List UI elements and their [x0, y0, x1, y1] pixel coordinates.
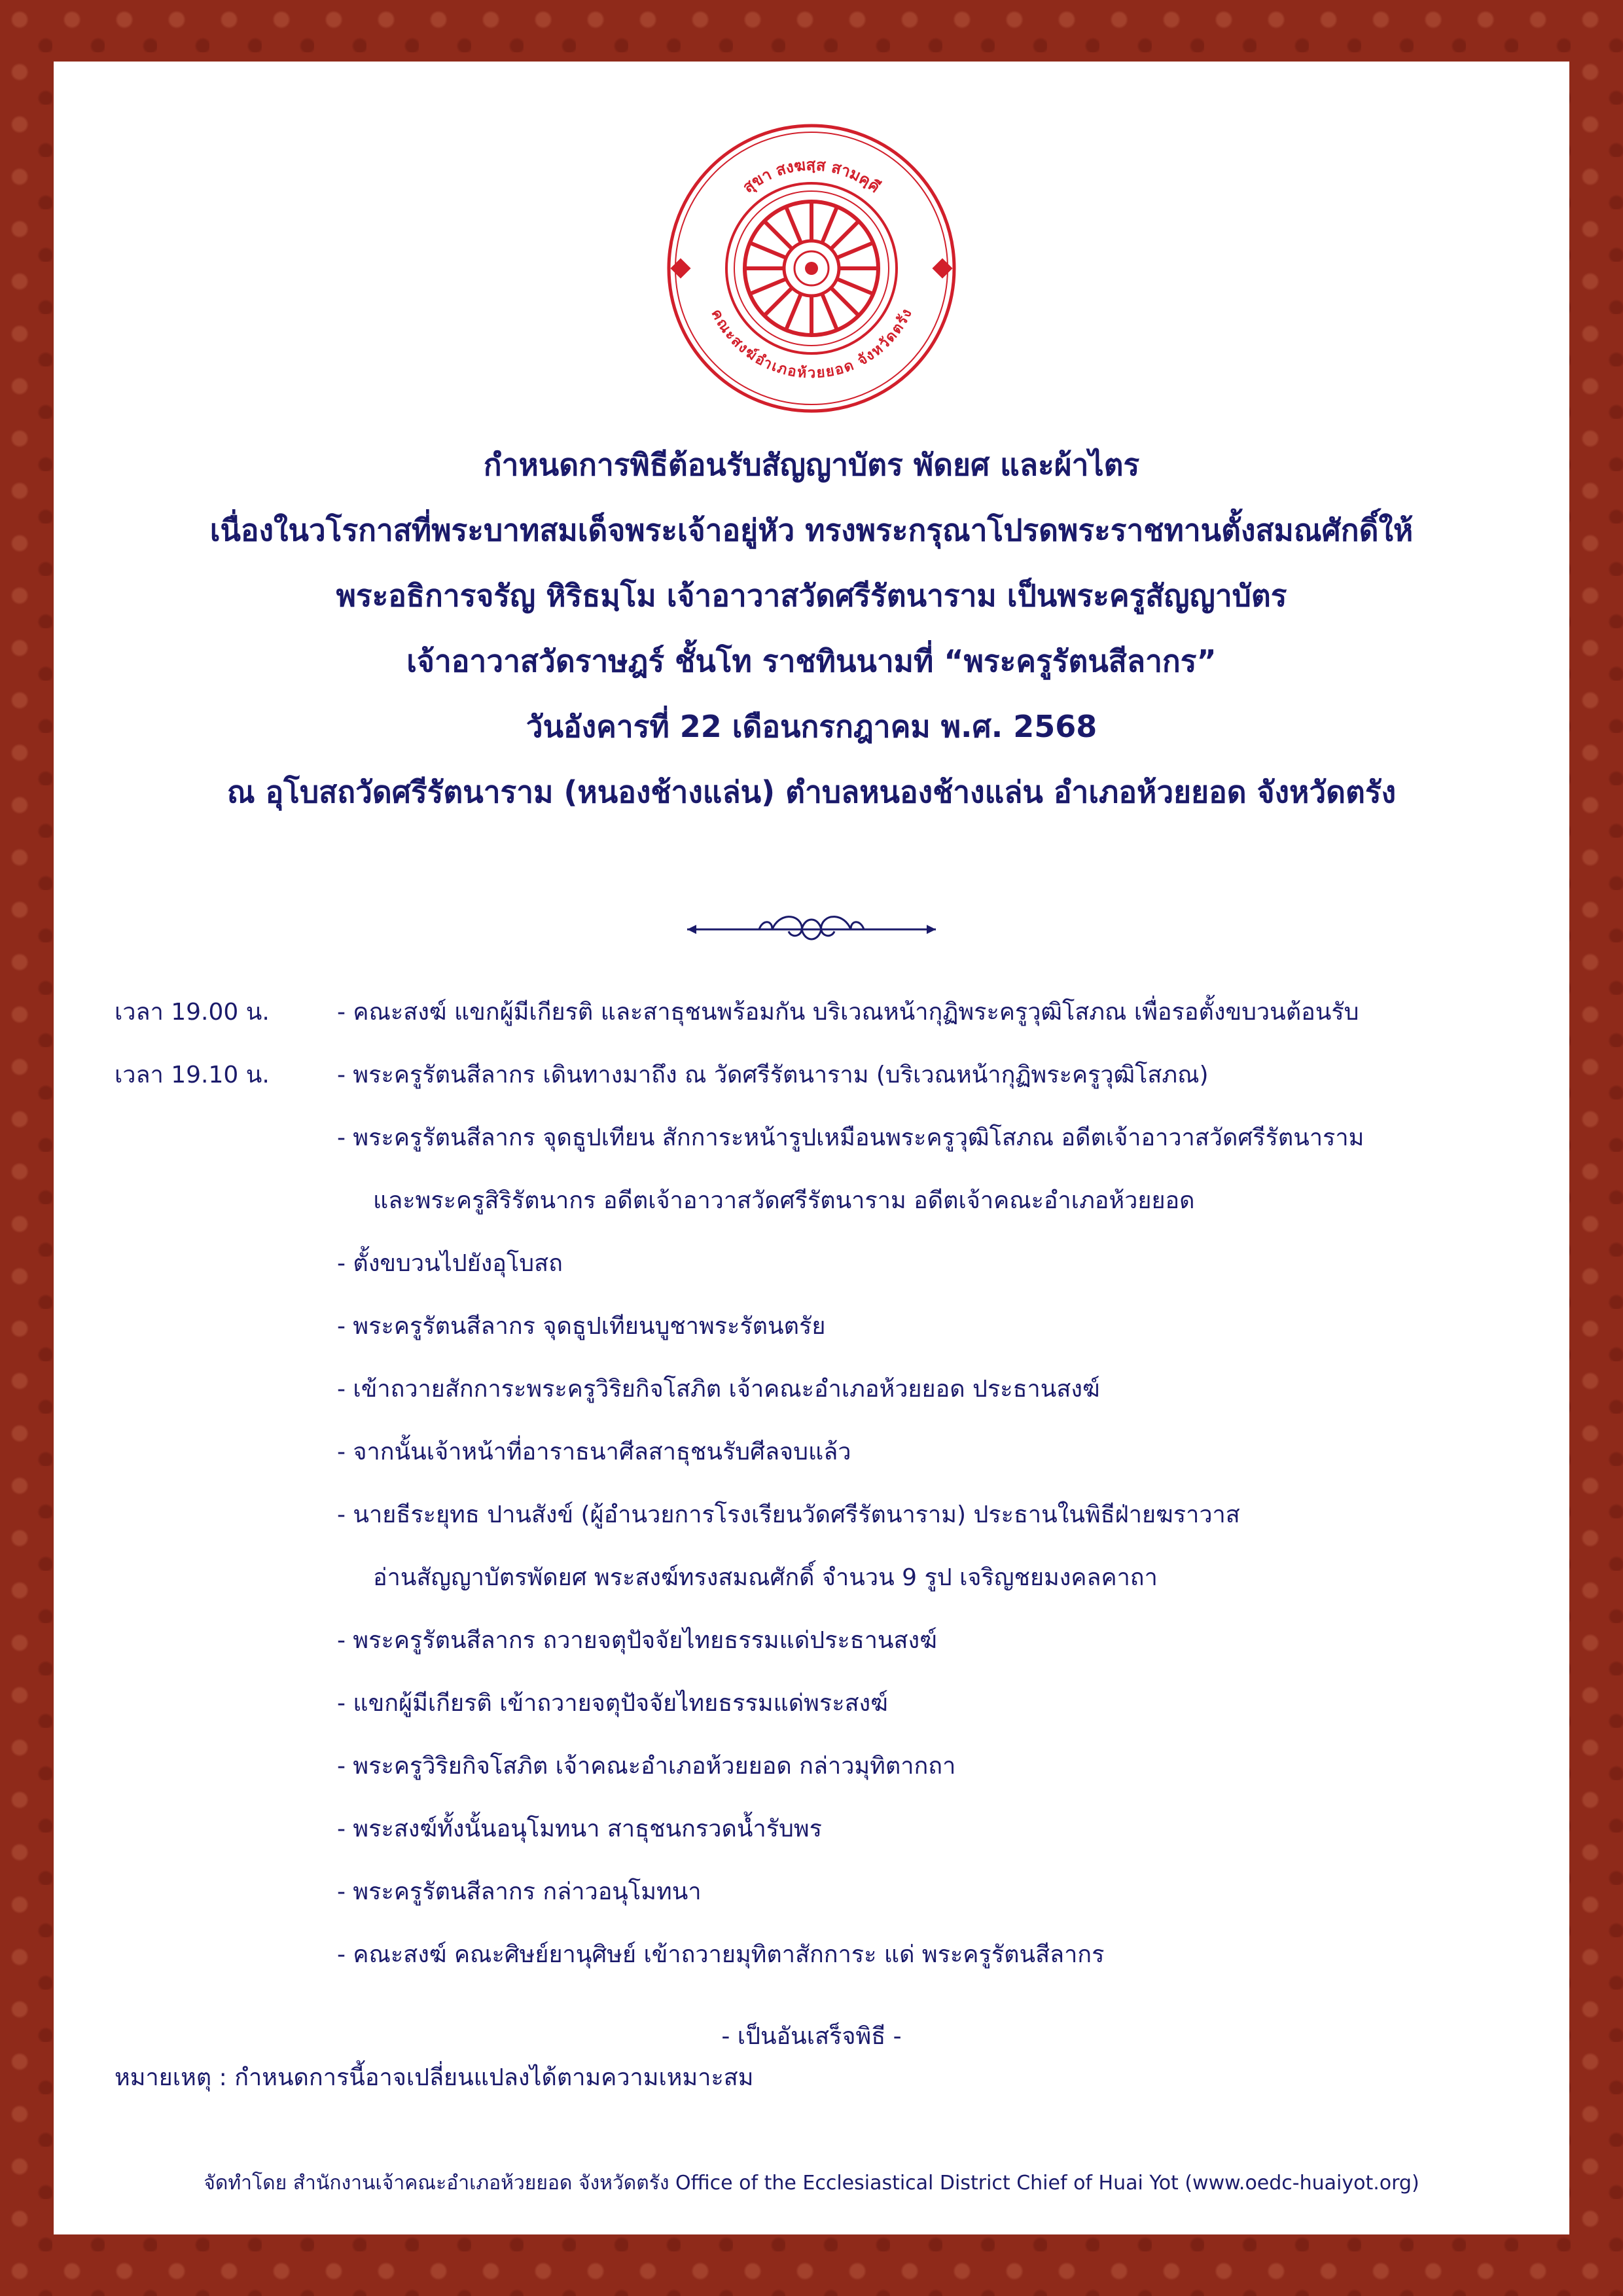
schedule-row	[115, 1494, 1528, 1557]
schedule-row	[115, 1054, 1528, 1117]
dharma-wheel-icon	[664, 121, 959, 416]
schedule-item: - พระครูวิริยกิจโสภิต เจ้าคณะอำเภอห้วยยอด กล่าวมุทิตากถา	[337, 1753, 956, 1780]
schedule-item: - นายธีระยุทธ ปานสังข์ (ผู้อำนวยการโรงเรียนวัดศรีรัตนาราม) ประธานในพิธีฝ่ายฆราวาส	[337, 1501, 1240, 1528]
schedule-item: - แขกผู้มีเกียรติ เข้าถวายจตุปัจจัยไทยธรรมแด่พระสงฆ์	[337, 1690, 888, 1717]
heading-date: วันอังคารที่ 22 เดือนกรกฎาคม พ.ศ. 2568	[526, 709, 1097, 744]
remark-note: หมายเหตุ : กำหนดการนี้อาจเปลี่ยนแปลงได้ตามความเหมาะสม	[115, 2064, 754, 2091]
logo-bottom-text: คณะสงฆ์อำเภอห้วยยอด จังหวัดตรัง	[707, 306, 916, 382]
heading-occasion: เนื่องในวโรกาสที่พระบาทสมเด็จพระเจ้าอยู่หัว ทรงพระกรุณาโปรดพระราชทานตั้งสมณศักดิ์ให้	[209, 512, 1414, 548]
schedule-row	[115, 992, 1528, 1054]
schedule-item: - คณะสงฆ์ แขกผู้มีเกียรติ และสาธุชนพร้อมกัน บริเวณหน้ากุฏิพระครูวุฒิโสภณ เพื่อรอตั้งขบวนต้อนรับ	[337, 999, 1359, 1026]
closing-line: - เป็นอันเสร็จพิธี -	[721, 2023, 902, 2050]
schedule-time: เวลา 19.10 น.	[115, 1062, 270, 1088]
schedule-row	[115, 1746, 1528, 1808]
schedule-row	[115, 1306, 1528, 1369]
schedule-item: - พระครูรัตนสีลากร จุดธูปเทียนบูชาพระรัตนตรัย	[337, 1313, 826, 1340]
schedule-row	[115, 1369, 1528, 1431]
schedule-item: - คณะสงฆ์ คณะศิษย์ยานุศิษย์ เข้าถวายมุทิตาสักการะ แด่ พระครูรัตนสีลากร	[337, 1941, 1105, 1968]
schedule-row	[115, 1934, 1528, 1997]
schedule-row	[115, 1243, 1528, 1306]
schedule-item: - เข้าถวายสักการะพระครูวิริยกิจโสภิต เจ้าคณะอำเภอห้วยยอด ประธานสงฆ์	[337, 1376, 1100, 1403]
schedule-item: - พระครูรัตนสีลากร ถวายจตุปัจจัยไทยธรรมแด่ประธานสงฆ์	[337, 1627, 937, 1654]
schedule-item: - ตั้งขบวนไปยังอุโบสถ	[337, 1250, 563, 1277]
schedule-list	[115, 992, 1528, 1997]
schedule-item-continued: อ่านสัญญาบัตรพัดยศ พระสงฆ์ทรงสมณศักดิ์ จำนวน 9 รูป เจริญชยมงคลคาถา	[373, 1564, 1158, 1591]
schedule-item: - พระครูรัตนสีลากร จุดธูปเทียน สักการะหน้ารูปเหมือนพระครูวุฒิโสภณ อดีตเจ้าอาวาสวัดศรีรัตนาราม	[337, 1124, 1364, 1151]
flourish-icon	[687, 906, 936, 952]
schedule-row	[115, 1180, 1528, 1243]
heading-location: ณ อุโบสถวัดศรีรัตนาราม (หนองช้างแล่น) ตำบลหนองช้างแล่น อำเภอห้วยยอด จังหวัดตรัง	[226, 774, 1397, 810]
logo-top-text: สุขา สงฆสฺส สามคฺคี	[739, 155, 884, 197]
schedule-row	[115, 1683, 1528, 1746]
footer-credit: จัดทำโดย สำนักงานเจ้าคณะอำเภอห้วยยอด จังหวัดตรัง Office of the Ecclesiastical District Chief of Huai Yot (www.oedc-huaiyot.org)	[204, 2172, 1419, 2195]
heading-title-name: เจ้าอาวาสวัดราษฎร์ ชั้นโท ราชทินนามที่ “พระครูรัตนสีลากร”	[406, 643, 1217, 679]
document-heading	[54, 432, 1569, 825]
schedule-time: เวลา 19.00 น.	[115, 999, 270, 1026]
heading-honoree: พระอธิการจรัญ หิริธมฺโม เจ้าอาวาสวัดศรีรัตนาราม เป็นพระครูสัญญาบัตร	[336, 578, 1287, 613]
schedule-item-continued: และพระครูสิริรัตนากร อดีตเจ้าอาวาสวัดศรีรัตนาราม อดีตเจ้าคณะอำเภอห้วยยอด	[373, 1187, 1195, 1214]
schedule-row	[115, 1431, 1528, 1494]
schedule-item: - พระครูรัตนสีลากร กล่าวอนุโมทนา	[337, 1878, 702, 1905]
schedule-row	[115, 1557, 1528, 1620]
schedule-item: - พระสงฆ์ทั้งนั้นอนุโมทนา สาธุชนกรวดน้ำรับพร	[337, 1816, 822, 1842]
schedule-item: - จากนั้นเจ้าหน้าที่อาราธนาศีลสาธุชนรับศีลจบแล้ว	[337, 1439, 851, 1465]
ornamental-divider	[687, 906, 936, 952]
schedule-row	[115, 1620, 1528, 1683]
schedule-row	[115, 1871, 1528, 1934]
schedule-row	[115, 1117, 1528, 1180]
sangha-emblem-logo	[664, 121, 959, 416]
schedule-item: - พระครูรัตนสีลากร เดินทางมาถึง ณ วัดศรีรัตนาราม (บริเวณหน้ากุฏิพระครูวุฒิโสภณ)	[337, 1062, 1209, 1088]
schedule-row	[115, 1808, 1528, 1871]
heading-title: กำหนดการพิธีต้อนรับสัญญาบัตร พัดยศ และผ้าไตร	[483, 447, 1140, 482]
